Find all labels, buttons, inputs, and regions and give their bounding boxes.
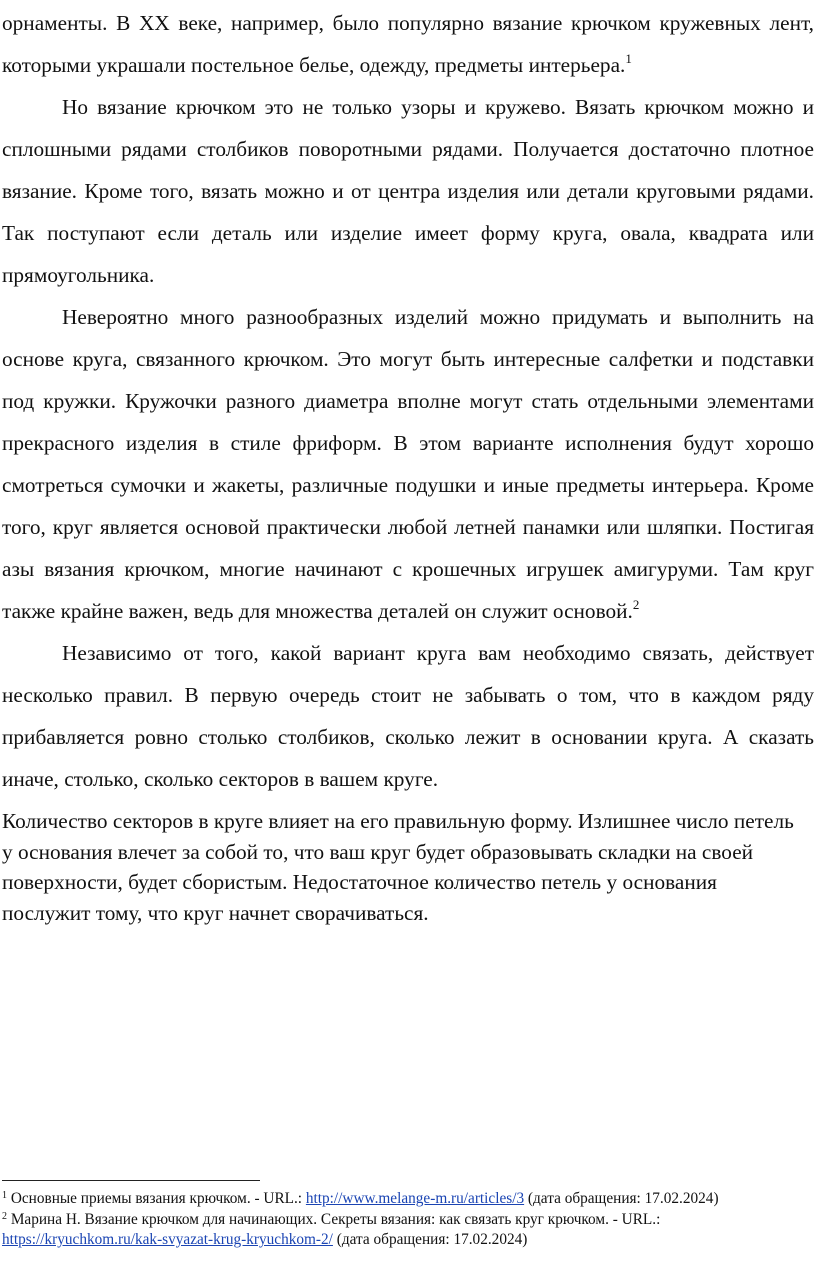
footnote-1	[2, 1189, 810, 1210]
footnote-2-date: (дата обращения: 17.02.2024)	[332, 1231, 528, 1248]
paragraph-5: Количество секторов в круге влияет на его правильную форму. Излишнее число петель у основания влечет за собой то, что ваш круг будет образовывать складки на своей поверхности, будет сбористым. Недостаточное количество петель у основания послужит тому, что круг начнет сворачиваться.	[2, 809, 794, 925]
footnote-number-1: 1	[2, 1190, 7, 1201]
footnote-ref-2: 2	[632, 597, 640, 612]
footnote-2	[2, 1210, 810, 1251]
paragraph-4: Независимо от того, какой вариант круга вам необходимо связать, действует несколько правил. В первую очередь стоит не забывать о том, что в каждом ряду прибавляется ровно столько столбиков, сколько лежит в основании круга. А сказать иначе, столько, сколько секторов в вашем круге.	[2, 641, 814, 791]
footnote-number-2: 2	[2, 1210, 7, 1222]
footnotes	[2, 1189, 810, 1251]
paragraph-1-text: орнаменты. В XX веке, например, было популярно вязание крючком кружевных лент, которыми украшали постельное белье, одежду, предметы интерьера.	[2, 11, 814, 77]
paragraph-3-text: Невероятно много разнообразных изделий можно придумать и выполнить на основе круга, связанного крючком. Это могут быть интересные салфетки и подставки под кружки. Кружочки разного диаметра вполне могут стать отдельными элементами прекрасного изделия в стиле фриформ. В этом варианте исполнения будут хорошо смотреться сумочки и жакеты, различные подушки и иные предметы интерьера. Кроме того, круг является основой практически любой летней панамки или шляпки. Постигая азы вязания крючком, многие начинают с крошечных игрушек амигуруми. Там круг также крайне важен, ведь для множества деталей он служит основой.	[2, 305, 814, 623]
footnote-ref-1: 1	[625, 51, 632, 66]
footnote-1-link[interactable]: http://www.melange-m.ru/articles/3	[305, 1190, 525, 1207]
footnote-separator	[2, 1180, 260, 1181]
paragraph-2: Но вязание крючком это не только узоры и кружево. Вязать крючком можно и сплошными рядами столбиков поворотными рядами. Получается достаточно плотное вязание. Кроме того, вязать можно и от центра изделия или детали круговыми рядами. Так поступают если деталь или изделие имеет форму круга, овала, квадрата или прямоугольника.	[2, 95, 814, 287]
footnote-2-link[interactable]: https://kryuchkom.ru/kak-svyazat-krug-kryuchkom-2/	[2, 1231, 333, 1248]
paragraph-3	[2, 296, 814, 632]
document-body	[2, 2, 814, 928]
footnote-2-text: Марина Н. Вязание крючком для начинающих. Секреты вязания: как связать круг крючком. - URL.:	[10, 1210, 661, 1228]
footnote-1-text: Основные приемы вязания крючком. - URL.:	[10, 1190, 306, 1207]
paragraph-1	[2, 2, 814, 86]
footnote-1-date: (дата обращения: 17.02.2024)	[524, 1190, 719, 1207]
